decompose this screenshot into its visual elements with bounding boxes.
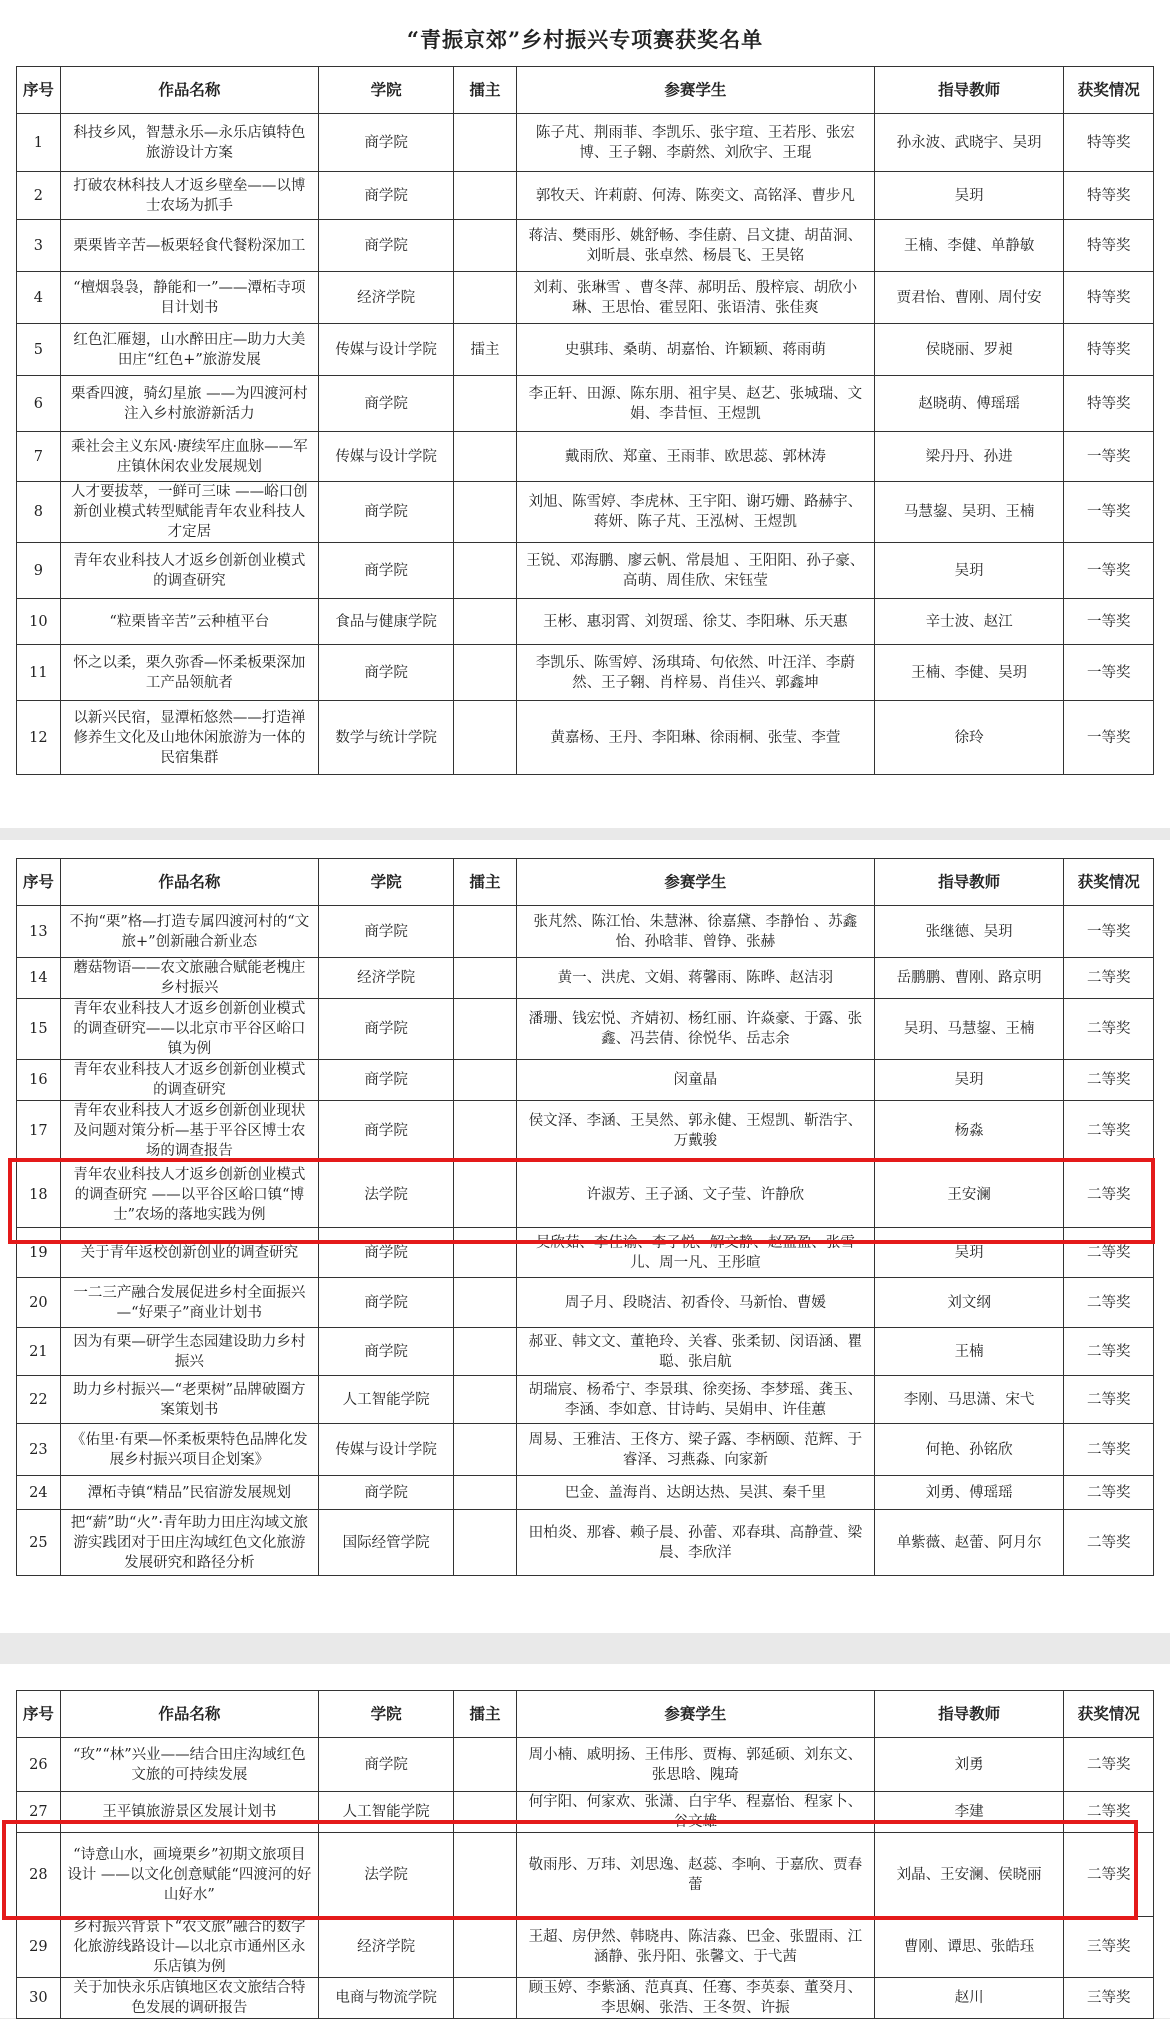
cell-teachers: 王楠、李健、吴玥 [874, 645, 1063, 701]
cell-college: 国际经管学院 [318, 1510, 453, 1576]
cell-host [454, 1978, 516, 2019]
table-row [17, 701, 1154, 775]
cell-college: 商学院 [318, 482, 453, 543]
table-row [17, 1424, 1154, 1476]
cell-teachers: 吴玥 [874, 1228, 1063, 1278]
header-name: 作品名称 [60, 859, 318, 906]
cell-students: 侯文泽、李涵、王昊然、郭永健、王煜凯、靳浩宇、万戴骏 [516, 1101, 874, 1162]
cell-host [454, 1060, 516, 1101]
table-row [17, 114, 1154, 172]
cell-award: 特等奖 [1064, 220, 1154, 272]
cell-name: 不拘“栗”格—打造专属四渡河村的“文旅+”创新融合新业态 [60, 906, 318, 958]
cell-idx: 26 [17, 1738, 61, 1792]
cell-award: 特等奖 [1064, 114, 1154, 172]
table-row [17, 376, 1154, 432]
cell-name: 青年农业科技人才返乡创新创业现状及问题对策分析—基于平谷区博士农场的调查报告 [60, 1101, 318, 1162]
cell-idx: 29 [17, 1917, 61, 1978]
cell-idx: 24 [17, 1476, 61, 1510]
header-name: 作品名称 [60, 1691, 318, 1738]
cell-teachers: 王楠、李健、单静敏 [874, 220, 1063, 272]
cell-students: 李正轩、田源、陈东朋、祖宇昊、赵艺、张城瑞、文娟、李昔恒、王煜凯 [516, 376, 874, 432]
cell-college: 商学院 [318, 114, 453, 172]
cell-college: 商学院 [318, 376, 453, 432]
header-students: 参赛学生 [516, 67, 874, 114]
cell-idx: 3 [17, 220, 61, 272]
table-row [17, 958, 1154, 999]
header-host: 擂主 [454, 1691, 516, 1738]
cell-teachers: 贾君怡、曹刚、周付安 [874, 272, 1063, 324]
cell-idx: 5 [17, 324, 61, 376]
cell-idx: 9 [17, 543, 61, 599]
cell-college: 商学院 [318, 1060, 453, 1101]
cell-idx: 6 [17, 376, 61, 432]
cell-college: 食品与健康学院 [318, 599, 453, 645]
cell-host [454, 1738, 516, 1792]
header-college: 学院 [318, 67, 453, 114]
cell-students: 史骐玮、桑萌、胡嘉怡、许颖颖、蒋雨萌 [516, 324, 874, 376]
cell-students: 刘莉、张琳雪 、曹冬萍、郝明岳、殷梓宸、胡欣小琳、王思怡、霍昱阳、张语清、张佳爽 [516, 272, 874, 324]
cell-students: 周小楠、戚明扬、王伟彤、贾梅、郭延硕、刘东文、张思晗、隗琦 [516, 1738, 874, 1792]
table-row [17, 999, 1154, 1060]
cell-teachers: 吴玥 [874, 1060, 1063, 1101]
cell-name: 因为有栗—研学生态园建设助力乡村振兴 [60, 1328, 318, 1376]
cell-host [454, 906, 516, 958]
cell-name: 青年农业科技人才返乡创新创业模式的调查研究——以北京市平谷区峪口镇为例 [60, 999, 318, 1060]
cell-teachers: 张继德、吴玥 [874, 906, 1063, 958]
cell-idx: 16 [17, 1060, 61, 1101]
cell-idx: 25 [17, 1510, 61, 1576]
cell-name: 人才要拔萃，一鲜可三味 ——峪口创新创业模式转型赋能青年农业科技人才定居 [60, 482, 318, 543]
table-row [17, 1738, 1154, 1792]
cell-teachers: 辛士波、赵江 [874, 599, 1063, 645]
cell-award: 一等奖 [1064, 543, 1154, 599]
table-row [17, 1792, 1154, 1833]
header-college: 学院 [318, 1691, 453, 1738]
cell-college: 商学院 [318, 172, 453, 220]
cell-college: 商学院 [318, 220, 453, 272]
table-row [17, 1476, 1154, 1510]
cell-idx: 27 [17, 1792, 61, 1833]
table-row [17, 220, 1154, 272]
cell-award: 二等奖 [1064, 958, 1154, 999]
cell-idx: 14 [17, 958, 61, 999]
document-title: “青振京郊”乡村振兴专项赛获奖名单 [406, 27, 764, 52]
header-award: 获奖情况 [1064, 67, 1154, 114]
cell-award: 二等奖 [1064, 1476, 1154, 1510]
cell-host [454, 1476, 516, 1510]
table-row [17, 324, 1154, 376]
cell-students: 吴欣茹、李佳谕、李子悦、解文静、赵盈盈、张雪儿、周一凡、王彤暄 [516, 1228, 874, 1278]
cell-students: 蒋洁、樊雨彤、姚舒畅、李佳蔚、吕文捷、胡苗洞、刘昕晨、张卓然、杨晨飞、王昊铭 [516, 220, 874, 272]
cell-college: 商学院 [318, 1228, 453, 1278]
cell-college: 传媒与设计学院 [318, 432, 453, 482]
cell-teachers: 王安澜 [874, 1162, 1063, 1228]
cell-name: 潭柘寺镇“精品”民宿游发展规划 [60, 1476, 318, 1510]
table-row [17, 272, 1154, 324]
cell-award: 特等奖 [1064, 172, 1154, 220]
cell-teachers: 李刚、马思潇、宋弋 [874, 1376, 1063, 1424]
cell-name: 栗栗皆辛苦—板栗轻食代餐粉深加工 [60, 220, 318, 272]
cell-host [454, 482, 516, 543]
page-section-2 [0, 840, 1170, 1633]
cell-students: 郝亚、韩文文、董艳玲、关睿、张柔韧、闵语涵、瞿聪、张启航 [516, 1328, 874, 1376]
cell-teachers: 刘文纲 [874, 1278, 1063, 1328]
cell-award: 二等奖 [1064, 1060, 1154, 1101]
cell-teachers: 王楠 [874, 1328, 1063, 1376]
cell-teachers: 侯晓丽、罗昶 [874, 324, 1063, 376]
cell-name: 红色汇雁翅，山水醉田庄—助力大美田庄“红色+”旅游发展 [60, 324, 318, 376]
cell-award: 二等奖 [1064, 999, 1154, 1060]
cell-name: 以新兴民宿，显潭柘悠然——打造禅修养生文化及山地休闲旅游为一体的民宿集群 [60, 701, 318, 775]
cell-award: 二等奖 [1064, 1376, 1154, 1424]
table-row [17, 645, 1154, 701]
cell-name: 栗香四渡，骑幻星旅 ——为四渡河村注入乡村旅游新活力 [60, 376, 318, 432]
cell-host [454, 172, 516, 220]
cell-college: 电商与物流学院 [318, 1978, 453, 2019]
cell-host [454, 543, 516, 599]
cell-students: 巴金、盖海肖、达朗达热、吴淇、秦千里 [516, 1476, 874, 1510]
cell-students: 刘旭、陈雪婷、李虎林、王宇阳、谢巧姗、路赫宇、蒋妍、陈子芃、王泓树、王煜凯 [516, 482, 874, 543]
cell-college: 经济学院 [318, 1917, 453, 1978]
cell-name: 乡村振兴背景下“农文旅”融合的数字化旅游线路设计—以北京市通州区永乐店镇为例 [60, 1917, 318, 1978]
header-host: 擂主 [454, 859, 516, 906]
cell-name: “诗意山水，画境栗乡”初期文旅项目设计 ——以文化创意赋能“四渡河的好山好水” [60, 1833, 318, 1917]
cell-host [454, 1833, 516, 1917]
cell-idx: 12 [17, 701, 61, 775]
cell-teachers: 岳鹏鹏、曹刚、路京明 [874, 958, 1063, 999]
cell-idx: 11 [17, 645, 61, 701]
cell-teachers: 刘勇 [874, 1738, 1063, 1792]
cell-host [454, 1101, 516, 1162]
cell-host [454, 1162, 516, 1228]
cell-name: 青年农业科技人才返乡创新创业模式的调查研究 [60, 543, 318, 599]
cell-college: 传媒与设计学院 [318, 324, 453, 376]
cell-name: 助力乡村振兴—“老栗树”品牌破圈方案策划书 [60, 1376, 318, 1424]
cell-idx: 1 [17, 114, 61, 172]
cell-teachers: 李建 [874, 1792, 1063, 1833]
cell-host [454, 1917, 516, 1978]
cell-host [454, 1424, 516, 1476]
cell-idx: 30 [17, 1978, 61, 2019]
cell-students: 田柏炎、那睿、赖子晨、孙蕾、邓春琪、高静萱、梁晨、李欣洋 [516, 1510, 874, 1576]
cell-students: 何宇阳、何家欢、张潇、白宇华、程嘉怡、程家卜、谷文雄 [516, 1792, 874, 1833]
table-row [17, 1101, 1154, 1162]
cell-college: 人工智能学院 [318, 1376, 453, 1424]
table-row [17, 1228, 1154, 1278]
page-section-3 [0, 1664, 1170, 2018]
cell-college: 法学院 [318, 1162, 453, 1228]
cell-students: 王锐、邓海鹏、廖云帆、常晨旭 、王阳阳、孙子豪、高萌、周佳欣、宋钰莹 [516, 543, 874, 599]
cell-college: 经济学院 [318, 958, 453, 999]
header-award: 获奖情况 [1064, 1691, 1154, 1738]
cell-idx: 4 [17, 272, 61, 324]
cell-idx: 15 [17, 999, 61, 1060]
cell-students: 李凯乐、陈雪婷、汤琪琦、句依然、叶汪洋、李蔚然、王子翱、肖梓易、肖佳兴、郭鑫坤 [516, 645, 874, 701]
table-row [17, 906, 1154, 958]
cell-college: 商学院 [318, 999, 453, 1060]
cell-name: 《佑里·有栗—怀柔板栗特色品牌化发展乡村振兴项目企划案》 [60, 1424, 318, 1476]
cell-teachers: 赵川 [874, 1978, 1063, 2019]
cell-award: 三等奖 [1064, 1978, 1154, 2019]
cell-award: 特等奖 [1064, 272, 1154, 324]
cell-award: 特等奖 [1064, 376, 1154, 432]
table-header-row [17, 67, 1154, 114]
cell-students: 郭牧天、许莉蔚、何涛、陈奕文、高铭泽、曹步凡 [516, 172, 874, 220]
cell-award: 二等奖 [1064, 1424, 1154, 1476]
cell-students: 戴雨欣、郑童、王雨菲、欧思蕊、郭林涛 [516, 432, 874, 482]
cell-teachers: 曹刚、谭思、张皓珏 [874, 1917, 1063, 1978]
table-row [17, 1978, 1154, 2019]
cell-teachers: 赵晓萌、傅瑶瑶 [874, 376, 1063, 432]
cell-students: 闵童晶 [516, 1060, 874, 1101]
cell-name: “粒栗皆辛苦”云种植平台 [60, 599, 318, 645]
cell-award: 二等奖 [1064, 1162, 1154, 1228]
table-row [17, 543, 1154, 599]
cell-award: 一等奖 [1064, 432, 1154, 482]
cell-host [454, 1792, 516, 1833]
cell-teachers: 吴玥 [874, 543, 1063, 599]
cell-teachers: 单紫薇、赵蕾、阿月尔 [874, 1510, 1063, 1576]
cell-host [454, 432, 516, 482]
cell-teachers: 梁丹丹、孙进 [874, 432, 1063, 482]
cell-students: 陈子芃、荆雨菲、李凯乐、张宇瑄、王若彤、张宏博、王子翱、李蔚然、刘欣宇、王琨 [516, 114, 874, 172]
cell-college: 商学院 [318, 906, 453, 958]
cell-name: 关于加快永乐店镇地区农文旅结合特色发展的调研报告 [60, 1978, 318, 2019]
table-row [17, 1162, 1154, 1228]
cell-idx: 28 [17, 1833, 61, 1917]
table-row [17, 599, 1154, 645]
cell-host: 擂主 [454, 324, 516, 376]
header-teachers: 指导教师 [874, 1691, 1063, 1738]
awards-table-1 [16, 66, 1154, 775]
cell-students: 许淑芳、王子涵、文子莹、许静欣 [516, 1162, 874, 1228]
cell-award: 二等奖 [1064, 1101, 1154, 1162]
cell-award: 一等奖 [1064, 645, 1154, 701]
cell-teachers: 马慧鋆、吴玥、王楠 [874, 482, 1063, 543]
cell-college: 商学院 [318, 1328, 453, 1376]
cell-name: 一二三产融合发展促进乡村全面振兴—“好栗子”商业计划书 [60, 1278, 318, 1328]
cell-college: 传媒与设计学院 [318, 1424, 453, 1476]
cell-teachers: 徐玲 [874, 701, 1063, 775]
cell-host [454, 114, 516, 172]
cell-award: 二等奖 [1064, 1738, 1154, 1792]
page-section-1 [0, 0, 1170, 828]
cell-students: 张芃然、陈江怡、朱慧淋、徐嘉黛、李静怡 、苏鑫怡、孙晗菲、曾铮、张赫 [516, 906, 874, 958]
cell-name: 青年农业科技人才返乡创新创业模式的调查研究 ——以平谷区峪口镇“博士”农场的落地实践为例 [60, 1162, 318, 1228]
cell-college: 商学院 [318, 1101, 453, 1162]
cell-college: 商学院 [318, 1278, 453, 1328]
cell-host [454, 1510, 516, 1576]
table-row [17, 1328, 1154, 1376]
cell-teachers: 刘晶、王安澜、侯晓丽 [874, 1833, 1063, 1917]
table-row [17, 172, 1154, 220]
cell-college: 人工智能学院 [318, 1792, 453, 1833]
cell-students: 黄一、洪虎、文娟、蒋馨雨、陈晔、赵洁羽 [516, 958, 874, 999]
cell-name: 怀之以柔，栗久弥香—怀柔板栗深加工产品领航者 [60, 645, 318, 701]
cell-name: 乘社会主义东风·赓续军庄血脉——军庄镇休闲农业发展规划 [60, 432, 318, 482]
cell-name: 蘑菇物语——农文旅融合赋能老槐庄乡村振兴 [60, 958, 318, 999]
cell-college: 商学院 [318, 1476, 453, 1510]
cell-students: 王彬、惠羽霄、刘贺瑶、徐艾、李阳琳、乐天惠 [516, 599, 874, 645]
cell-host [454, 599, 516, 645]
cell-name: 科技乡风，智慧永乐—永乐店镇特色旅游设计方案 [60, 114, 318, 172]
table-row [17, 1510, 1154, 1576]
cell-host [454, 1376, 516, 1424]
cell-host [454, 220, 516, 272]
header-teachers: 指导教师 [874, 67, 1063, 114]
cell-award: 特等奖 [1064, 324, 1154, 376]
cell-idx: 22 [17, 1376, 61, 1424]
cell-idx: 10 [17, 599, 61, 645]
cell-idx: 20 [17, 1278, 61, 1328]
cell-award: 一等奖 [1064, 599, 1154, 645]
cell-students: 黄嘉杨、王丹、李阳琳、徐雨桐、张莹、李萱 [516, 701, 874, 775]
cell-students: 顾玉婷、李紫涵、范真真、任骞、李英泰、董癸月、李思娴、张浩、王冬贺、许振 [516, 1978, 874, 2019]
cell-host [454, 1228, 516, 1278]
cell-college: 经济学院 [318, 272, 453, 324]
cell-college: 法学院 [318, 1833, 453, 1917]
cell-award: 二等奖 [1064, 1510, 1154, 1576]
header-students: 参赛学生 [516, 1691, 874, 1738]
cell-idx: 8 [17, 482, 61, 543]
cell-students: 潘珊、钱宏悦、齐婧初、杨红丽、许焱豪、于露、张鑫、冯芸倩、徐悦华、岳志余 [516, 999, 874, 1060]
cell-host [454, 376, 516, 432]
table-row [17, 1833, 1154, 1917]
cell-award: 三等奖 [1064, 1917, 1154, 1978]
cell-college: 商学院 [318, 543, 453, 599]
cell-name: 关于青年返校创新创业的调查研究 [60, 1228, 318, 1278]
header-award: 获奖情况 [1064, 859, 1154, 906]
header-idx: 序号 [17, 859, 61, 906]
cell-teachers: 杨淼 [874, 1101, 1063, 1162]
cell-college: 商学院 [318, 645, 453, 701]
cell-name: 青年农业科技人才返乡创新创业模式的调查研究 [60, 1060, 318, 1101]
header-students: 参赛学生 [516, 859, 874, 906]
cell-host [454, 701, 516, 775]
table-row [17, 1376, 1154, 1424]
cell-award: 二等奖 [1064, 1228, 1154, 1278]
cell-idx: 13 [17, 906, 61, 958]
cell-idx: 21 [17, 1328, 61, 1376]
cell-students: 胡瑞宸、杨希宁、李景琪、徐奕扬、李梦瑶、龚玉、李涵、李如意、甘诗屿、吴娟申、许佳蕙 [516, 1376, 874, 1424]
table-row [17, 1060, 1154, 1101]
cell-students: 敬雨彤、万玮、刘思逸、赵蕊、李响、于嘉欣、贾春蕾 [516, 1833, 874, 1917]
table-header-row [17, 859, 1154, 906]
table-row [17, 482, 1154, 543]
cell-award: 一等奖 [1064, 906, 1154, 958]
cell-teachers: 孙永波、武晓宇、吴玥 [874, 114, 1063, 172]
cell-award: 一等奖 [1064, 482, 1154, 543]
header-name: 作品名称 [60, 67, 318, 114]
cell-teachers: 吴玥 [874, 172, 1063, 220]
awards-table-2 [16, 858, 1154, 1576]
header-teachers: 指导教师 [874, 859, 1063, 906]
cell-students: 周易、王雅洁、王佟方、梁子露、李柄颐、范辉、于睿泽、习燕淼、向家新 [516, 1424, 874, 1476]
awards-table-3 [16, 1690, 1154, 2019]
cell-idx: 17 [17, 1101, 61, 1162]
cell-idx: 23 [17, 1424, 61, 1476]
cell-students: 周子月、段晓洁、初香伶、马新怡、曹媛 [516, 1278, 874, 1328]
table-header-row [17, 1691, 1154, 1738]
header-idx: 序号 [17, 1691, 61, 1738]
cell-name: “玫”“林”兴业——结合田庄沟域红色文旅的可持续发展 [60, 1738, 318, 1792]
cell-award: 二等奖 [1064, 1328, 1154, 1376]
cell-name: “檀烟袅袅，静能和一”——潭柘寺项目计划书 [60, 272, 318, 324]
cell-teachers: 刘勇、傅瑶瑶 [874, 1476, 1063, 1510]
cell-host [454, 999, 516, 1060]
cell-idx: 7 [17, 432, 61, 482]
cell-college: 数学与统计学院 [318, 701, 453, 775]
cell-award: 二等奖 [1064, 1833, 1154, 1917]
cell-host [454, 1328, 516, 1376]
cell-award: 二等奖 [1064, 1278, 1154, 1328]
table-row [17, 1917, 1154, 1978]
cell-name: 把“薪”助“火”·青年助力田庄沟域文旅游实践团对于田庄沟域红色文化旅游发展研究和路径分析 [60, 1510, 318, 1576]
cell-host [454, 272, 516, 324]
cell-award: 二等奖 [1064, 1792, 1154, 1833]
cell-teachers: 吴玥、马慧鋆、王楠 [874, 999, 1063, 1060]
header-host: 擂主 [454, 67, 516, 114]
cell-host [454, 1278, 516, 1328]
header-idx: 序号 [17, 67, 61, 114]
table-row [17, 1278, 1154, 1328]
table-row [17, 432, 1154, 482]
cell-idx: 18 [17, 1162, 61, 1228]
cell-students: 王超、房伊然、韩晓冉、陈洁淼、巴金、张盟雨、江涵静、张丹阳、张馨文、于弋茜 [516, 1917, 874, 1978]
cell-host [454, 645, 516, 701]
cell-host [454, 958, 516, 999]
cell-name: 王平镇旅游景区发展计划书 [60, 1792, 318, 1833]
cell-idx: 2 [17, 172, 61, 220]
cell-idx: 19 [17, 1228, 61, 1278]
cell-teachers: 何艳、孙铭欣 [874, 1424, 1063, 1476]
cell-award: 一等奖 [1064, 701, 1154, 775]
cell-college: 商学院 [318, 1738, 453, 1792]
cell-name: 打破农林科技人才返乡壁垒——以博士农场为抓手 [60, 172, 318, 220]
header-college: 学院 [318, 859, 453, 906]
